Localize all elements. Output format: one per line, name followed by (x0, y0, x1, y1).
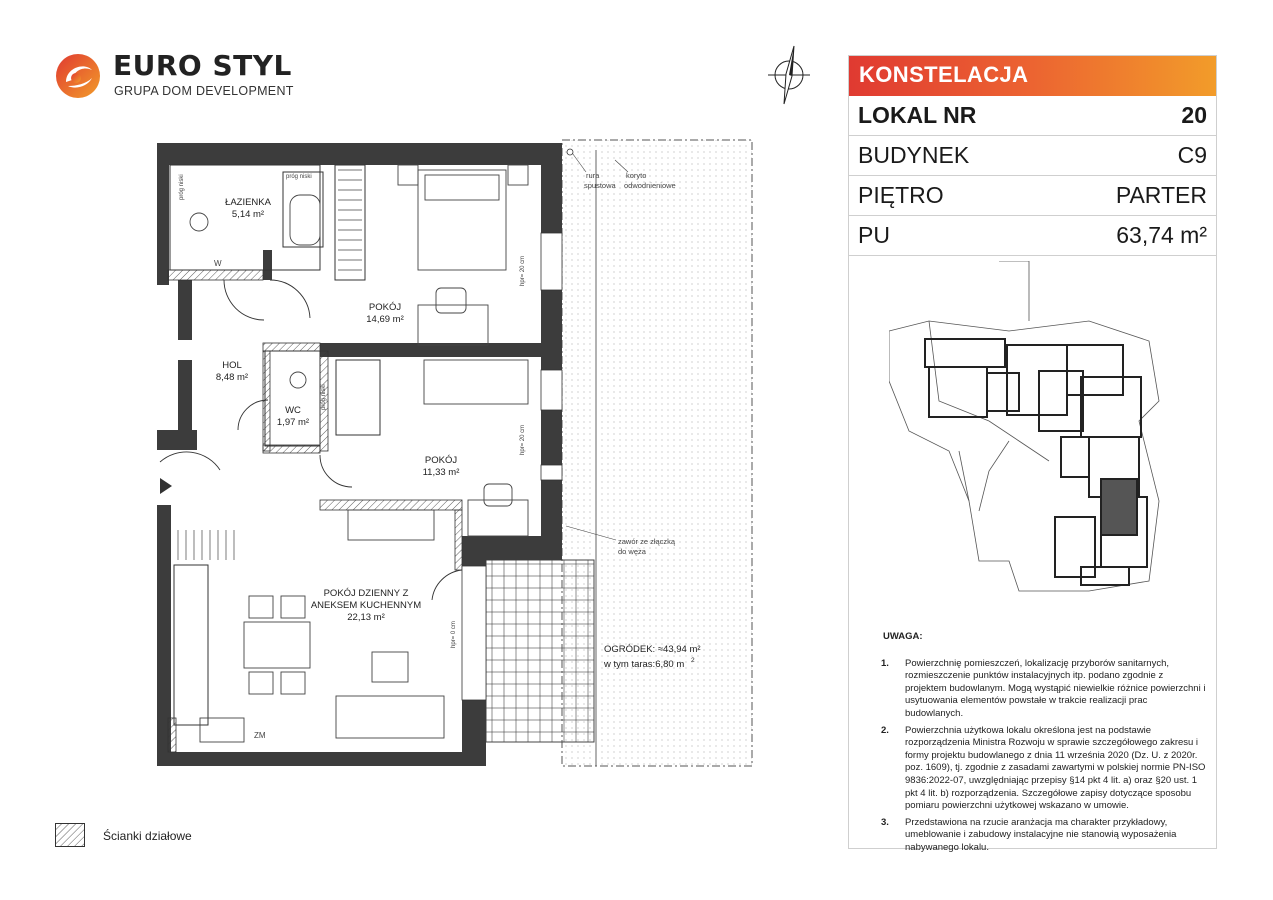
note-number: 2. (881, 724, 889, 736)
annotation: próg niski (286, 174, 312, 180)
brand-logo-icon (54, 52, 102, 100)
row-label: BUDYNEK (858, 142, 970, 168)
notes-section (881, 631, 1206, 859)
floor-plan (150, 132, 770, 772)
room-label: WC (285, 405, 301, 416)
room-label: POKÓJ DZIENNY Z (323, 588, 409, 599)
garden-sup: 2 (691, 657, 695, 664)
annotation: koryto (626, 171, 647, 180)
note-item (881, 725, 1206, 813)
row-floor (849, 176, 1216, 216)
note-number: 3. (881, 816, 889, 828)
info-panel (848, 55, 1217, 853)
project-name: KONSTELACJA (859, 62, 1029, 87)
annotation: ZM (254, 731, 266, 740)
annotation: zawór ze złączką (618, 537, 676, 546)
annotation: hpr= 20 cm (520, 255, 526, 286)
north-arrow-icon (760, 42, 818, 108)
row-label: PU (858, 222, 890, 248)
panel-header (849, 56, 1216, 96)
room-area: 1,97 m² (276, 417, 310, 428)
brand-name: EURO STYL (113, 49, 292, 82)
location-map (889, 261, 1189, 601)
room-area: 14,69 m² (366, 314, 404, 325)
room-area: 8,48 m² (215, 372, 249, 383)
room-area: 11,33 m² (422, 467, 460, 478)
note-item (881, 817, 1206, 855)
row-value: PARTER (1115, 182, 1207, 208)
row-building (849, 136, 1216, 176)
brand-subtitle: GRUPA DOM DEVELOPMENT (114, 84, 294, 98)
row-label: LOKAL NR (858, 102, 977, 128)
row-area (849, 216, 1216, 256)
legend-label: Ścianki działowe (103, 829, 192, 843)
room-area: 22,13 m² (347, 612, 385, 623)
annotation: odwodnieniowe (624, 181, 676, 190)
room-label: POKÓJ (368, 302, 402, 313)
annotation: hpr= 0 cm (451, 621, 457, 648)
note-text: Powierzchnię pomieszczeń, lokalizację przyborów sanitarnych, rozmieszczenie punktów instalacyjnych itp. podano zgodnie z projektem budowlanym. Mogą wystąpić niewielkie różnice powierzchni i usytuowania elementów powstałe w trakcie realizacji prac budowlanych. (905, 657, 1206, 719)
note-number: 1. (881, 657, 889, 669)
room-area: 5,14 m² (231, 209, 265, 220)
note-item (881, 658, 1206, 721)
row-value: C9 (1177, 142, 1207, 168)
legend-hatch-swatch (55, 823, 85, 847)
room-label: ŁAZIENKA (225, 197, 271, 208)
annotation: rura (586, 171, 600, 180)
annotation: próg niski (321, 384, 327, 410)
garden-sublabel: w tym taras:6,80 m (604, 659, 685, 670)
annotation: hpr= 20 cm (520, 424, 526, 455)
annotation: próg niski (179, 174, 185, 200)
garden-label: OGRÓDEK: ≈43,94 m² (604, 644, 701, 655)
row-label: PIĘTRO (858, 182, 944, 208)
room-label: POKÓJ (424, 455, 458, 466)
room-label: ANEKSEM KUCHENNYM (310, 600, 422, 611)
annotation: do węża (618, 547, 646, 556)
note-text: Przedstawiona na rzucie aranżacja ma charakter przykładowy, umeblowanie i zabudowy instalacyjne nie stanowią wyposażenia nabywanego lokalu. (905, 816, 1177, 853)
notes-title: UWAGA: (883, 631, 923, 642)
row-value: 63,74 m² (1116, 222, 1207, 248)
note-text: Powierzchnia użytkowa lokalu określona jest na podstawie rozporządzenia Ministra Rozwoju w sprawie szczegółowego zakresu i formy projektu budowlanego z dnia 11 września 2020 (Dz. U. z 2020r. poz. 1609), tj. zgodnie z zasadami zawartymi w polskiej normie PN-ISO 9836:2022-07, uwzględniając przepisy §14 pkt 4 lit. a) oraz §20 ust. 1 pkt 4 lit. b) rozporządzenia. Szczegółowe zapisy dotyczące sposobu pomiaru powierzchni użytkowej wskazano w umowie. (905, 724, 1206, 812)
row-value: 20 (1181, 102, 1207, 128)
row-unit-number (849, 96, 1216, 136)
annotation: spustowa (584, 181, 616, 190)
annotation: W (214, 259, 222, 268)
room-label: HOL (222, 360, 242, 371)
